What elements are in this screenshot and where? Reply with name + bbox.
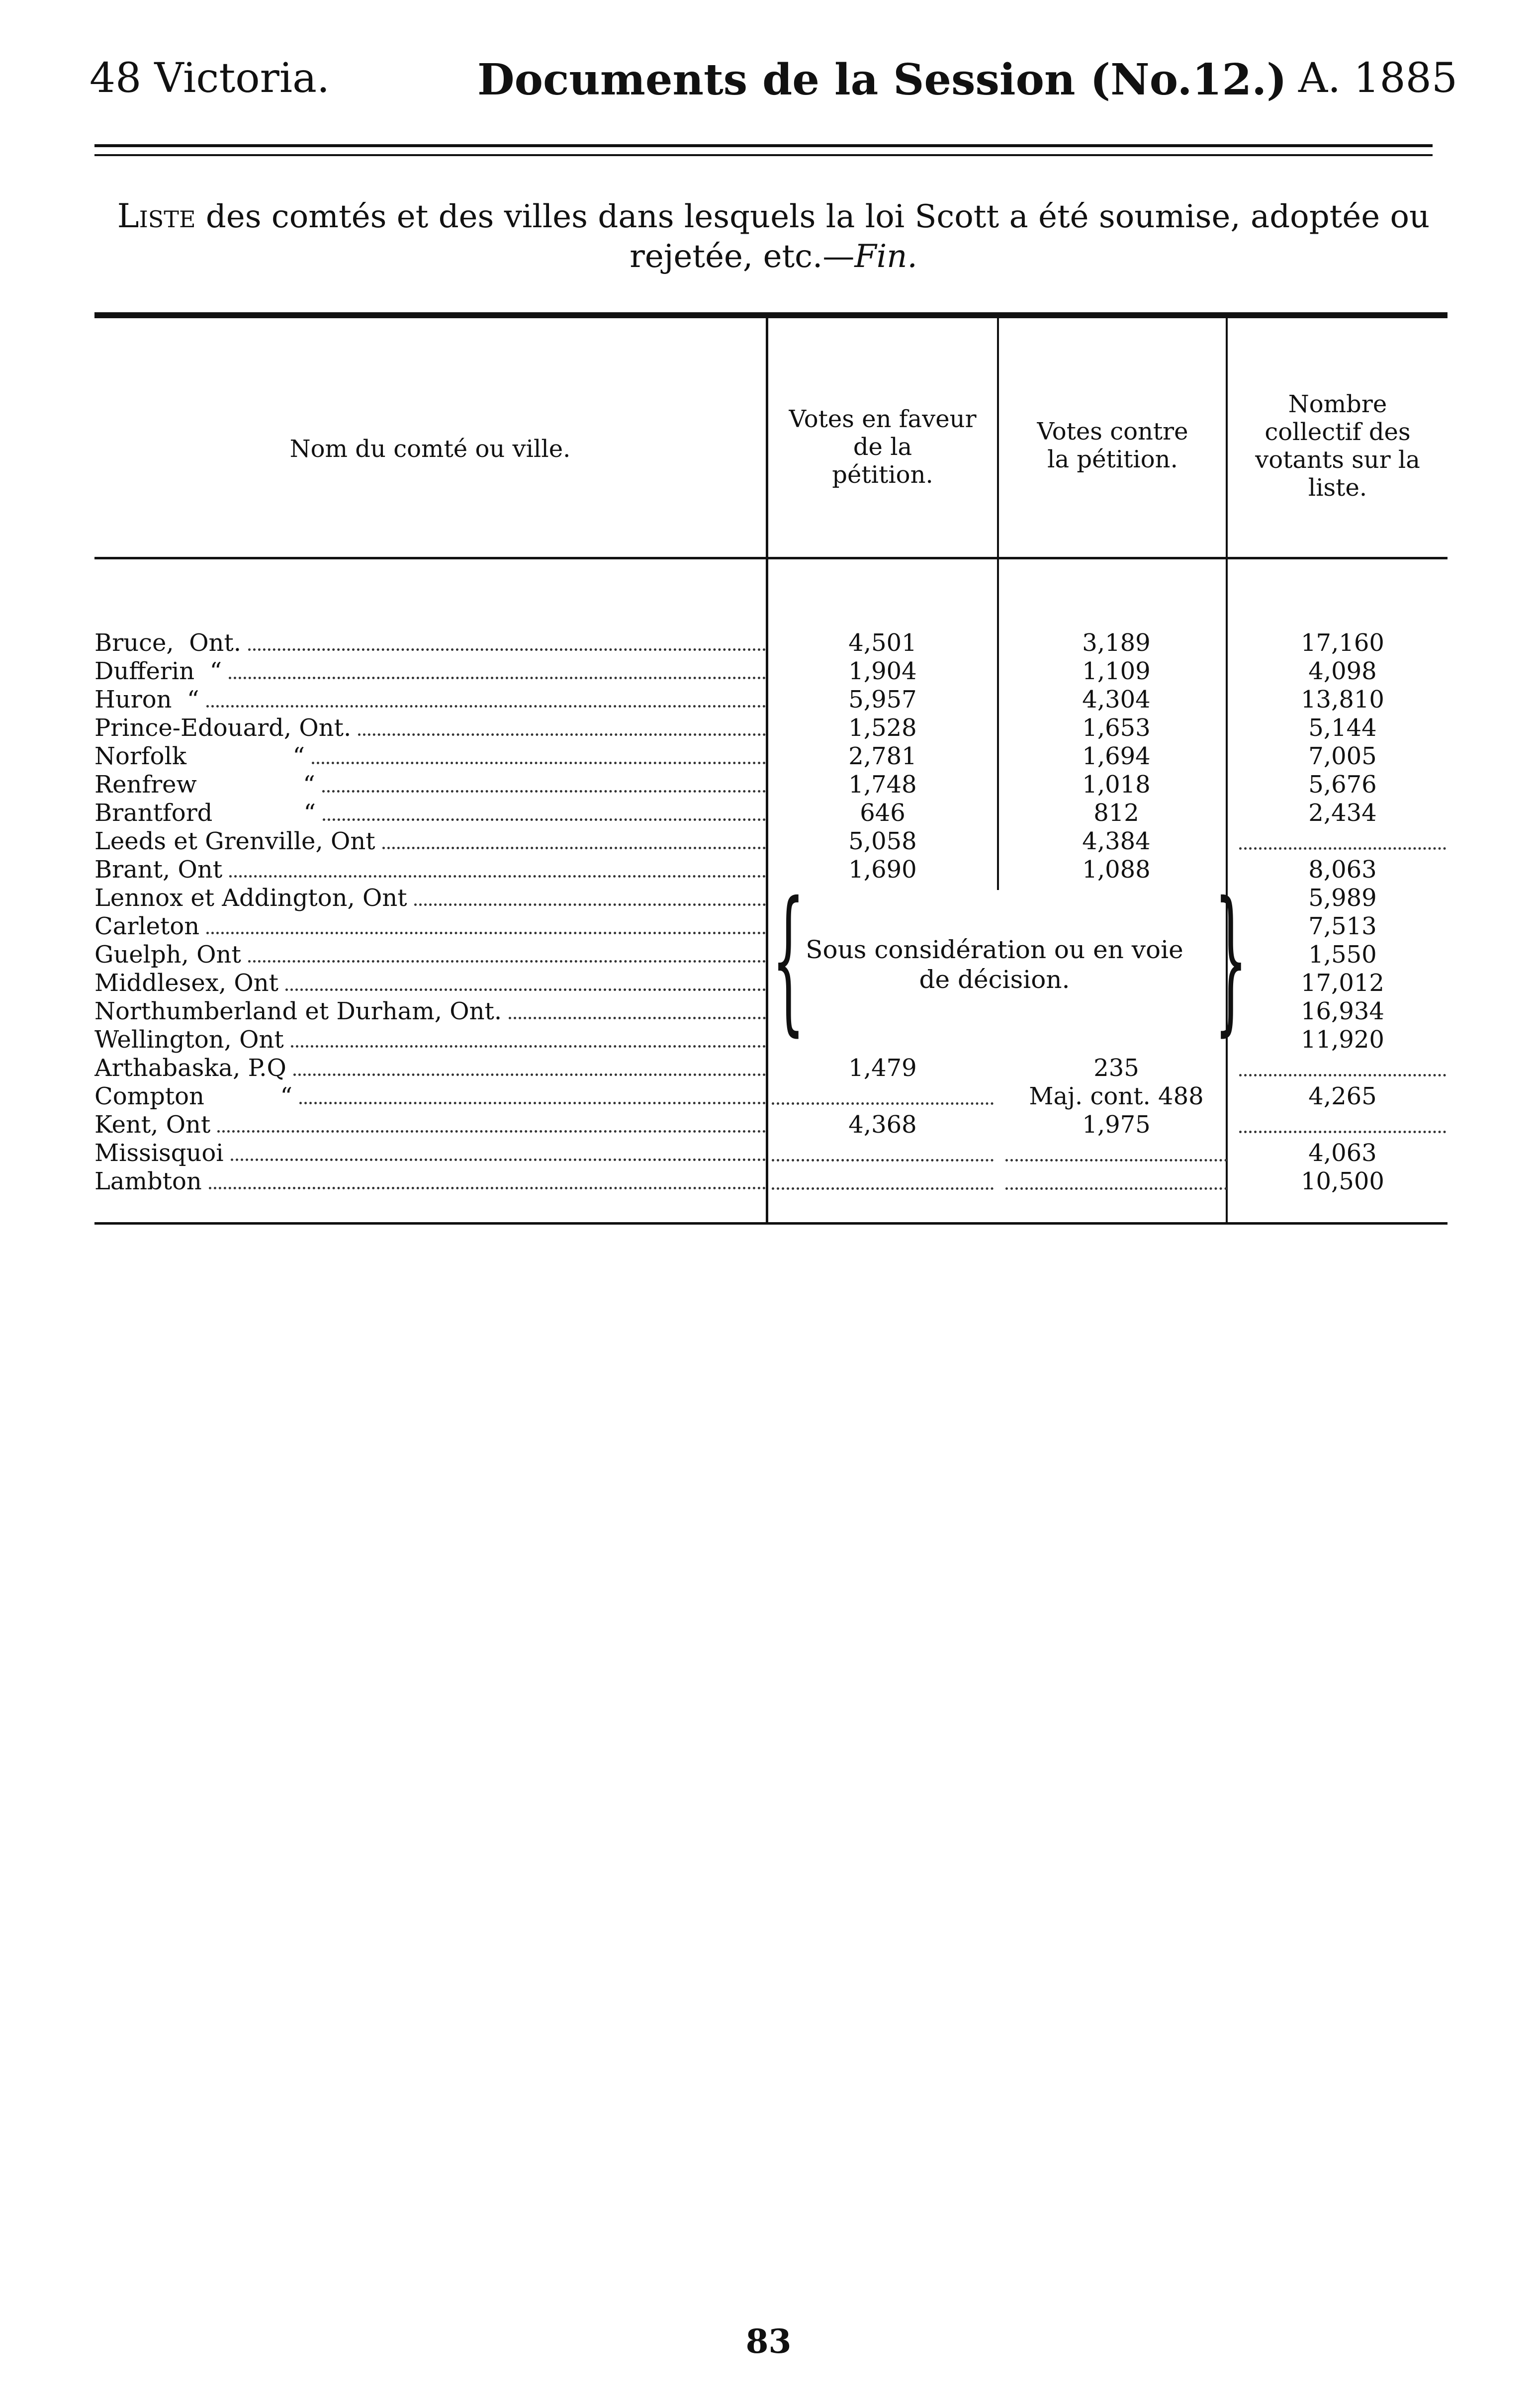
row-total: 16,934 <box>1301 997 1384 1025</box>
row-total: 4,265 <box>1308 1082 1377 1110</box>
row-name: Huron “ <box>94 686 199 713</box>
row-total <box>1233 1054 1452 1082</box>
row-name: Arthabaska, P.Q <box>94 1054 286 1082</box>
total-line-2: collectif des <box>1265 418 1411 446</box>
row-votes-for <box>766 1082 999 1111</box>
row-name-cell <box>94 1026 766 1054</box>
row-total <box>1233 827 1452 856</box>
row-name: Guelph, Ont <box>94 941 241 969</box>
row-name-cell <box>94 884 766 912</box>
row-votes-against <box>999 1026 1233 1054</box>
row-name: Compton “ <box>94 1082 293 1110</box>
row-name: Leeds et Grenville, Ont <box>94 827 375 855</box>
row-votes-for <box>766 1167 999 1196</box>
table-row <box>94 1054 1452 1082</box>
row-votes-for: 1,690 <box>848 856 917 884</box>
row-name: Norfolk “ <box>94 742 305 770</box>
table-row <box>94 827 1452 856</box>
row-name: Missisquoi <box>94 1139 224 1167</box>
row-name-cell <box>94 686 766 714</box>
row-name: Dufferin “ <box>94 657 222 685</box>
votes-for-line-3: pétition. <box>832 461 933 489</box>
row-votes-against: 1,653 <box>1082 714 1151 742</box>
row-total <box>1233 1111 1452 1139</box>
pending-note-line-2: de décision. <box>919 965 1070 994</box>
row-total: 10,500 <box>1301 1167 1384 1195</box>
row-votes-for: 1,904 <box>848 657 917 685</box>
table-row <box>94 714 1452 742</box>
row-name-cell <box>94 912 766 941</box>
left-brace: { <box>772 868 805 1051</box>
row-name: Carleton <box>94 912 200 940</box>
row-name-cell <box>94 714 766 742</box>
row-votes-against: 4,384 <box>1082 827 1151 855</box>
row-name-cell <box>94 997 766 1026</box>
caption-fin: Fin. <box>854 238 917 275</box>
row-votes-against <box>999 884 1233 912</box>
header-right: A. 1885 <box>1298 55 1457 102</box>
column-header-name <box>94 435 766 463</box>
table-row <box>94 1082 1452 1111</box>
row-name: Brant, Ont <box>94 856 223 884</box>
table-top-rule <box>94 312 1447 318</box>
row-total: 13,810 <box>1301 686 1384 713</box>
caption-liste: Liste <box>117 197 196 235</box>
row-votes-against <box>999 1139 1233 1167</box>
row-votes-against: 1,109 <box>1082 657 1151 685</box>
row-votes-for: 1,748 <box>848 771 917 799</box>
row-votes-against: 1,018 <box>1082 771 1151 799</box>
row-name-cell <box>94 1139 766 1167</box>
row-votes-for: 4,368 <box>848 1111 917 1139</box>
table-row <box>94 1167 1452 1196</box>
row-votes-against: 235 <box>1093 1054 1139 1082</box>
votes-for-line-2: de la <box>853 433 912 461</box>
votes-for-line-1: Votes en faveur <box>789 405 977 433</box>
row-total: 17,160 <box>1301 629 1384 657</box>
row-votes-against: 1,088 <box>1082 856 1151 884</box>
pending-note-line-1: Sous considération ou en voie <box>806 935 1183 964</box>
row-name: Lennox et Addington, Ont <box>94 884 407 912</box>
table-row <box>94 629 1452 657</box>
row-votes-for: 1,528 <box>848 714 917 742</box>
row-name-cell <box>94 969 766 997</box>
votes-against-line-1: Votes contre <box>1037 418 1188 446</box>
table-row <box>94 742 1452 771</box>
row-votes-against: 1,975 <box>1082 1111 1151 1139</box>
row-name: Lambton <box>94 1167 202 1195</box>
row-total: 11,920 <box>1301 1026 1384 1054</box>
row-total: 7,513 <box>1308 912 1377 940</box>
column-header-votes-for <box>768 405 997 489</box>
page-number: 83 <box>745 2322 792 2361</box>
row-votes-against: 812 <box>1093 799 1139 827</box>
row-name-cell <box>94 856 766 884</box>
row-total: 4,063 <box>1308 1139 1377 1167</box>
row-votes-for <box>766 1139 999 1167</box>
header-title: Documents de la Session (No.12.) <box>477 55 1287 105</box>
pending-note <box>786 935 1203 994</box>
row-name-cell <box>94 941 766 969</box>
row-name-cell <box>94 1082 766 1111</box>
header-left: 48 Victoria. <box>90 55 330 102</box>
row-votes-for: 2,781 <box>848 742 917 770</box>
row-votes-against <box>999 1167 1233 1196</box>
column-header-total <box>1228 390 1447 502</box>
table-bottom-rule <box>94 1222 1447 1225</box>
row-total: 5,989 <box>1308 884 1377 912</box>
row-name-cell <box>94 742 766 771</box>
row-name-cell <box>94 827 766 856</box>
row-votes-for: 5,058 <box>848 827 917 855</box>
table-row <box>94 1111 1452 1139</box>
row-votes-for: 1,479 <box>848 1054 917 1082</box>
row-name: Prince-Edouard, Ont. <box>94 714 352 742</box>
row-votes-against: Maj. cont. 488 <box>1029 1082 1204 1110</box>
row-votes-for: 5,957 <box>848 686 917 713</box>
row-votes-for: 646 <box>860 799 905 827</box>
row-total: 5,144 <box>1308 714 1377 742</box>
row-total: 2,434 <box>1308 799 1377 827</box>
caption-line1: des comtés et des villes dans lesquels la loi Scott a été soumise, adoptée ou <box>205 198 1430 235</box>
caption-line2: rejetée, etc.— <box>630 238 855 275</box>
column-header-name-text: Nom du comté ou ville. <box>289 435 571 463</box>
row-total: 4,098 <box>1308 657 1377 685</box>
row-name-cell <box>94 1167 766 1196</box>
row-name: Kent, Ont <box>94 1111 211 1139</box>
table-row <box>94 657 1452 686</box>
table-row <box>94 799 1452 827</box>
votes-against-line-2: la pétition. <box>1047 446 1178 473</box>
header-rule <box>94 144 1433 156</box>
row-name-cell <box>94 1111 766 1139</box>
row-total: 5,676 <box>1308 771 1377 799</box>
row-total: 17,012 <box>1301 969 1384 997</box>
table-row <box>94 686 1452 714</box>
row-name-cell <box>94 1054 766 1082</box>
row-votes-for: 4,501 <box>848 629 917 657</box>
row-total: 1,550 <box>1308 941 1377 969</box>
row-total: 8,063 <box>1308 856 1377 884</box>
row-name-cell <box>94 657 766 686</box>
row-name: Northumberland et Durham, Ont. <box>94 997 502 1025</box>
row-name: Renfrew “ <box>94 771 315 799</box>
row-votes-against: 3,189 <box>1082 629 1151 657</box>
table-caption <box>90 196 1457 276</box>
row-total: 7,005 <box>1308 742 1377 770</box>
table-header-rule <box>94 557 1447 559</box>
table-row <box>94 1139 1452 1167</box>
total-line-4: liste. <box>1308 474 1367 502</box>
row-votes-against: 1,694 <box>1082 742 1151 770</box>
row-name-cell <box>94 629 766 657</box>
total-line-3: votants sur la <box>1255 446 1420 474</box>
row-name-cell <box>94 799 766 827</box>
row-name: Wellington, Ont <box>94 1026 284 1054</box>
row-name-cell <box>94 771 766 799</box>
column-header-votes-against <box>999 418 1226 473</box>
total-line-1: Nombre <box>1288 390 1387 418</box>
running-header <box>90 55 1457 114</box>
right-brace: } <box>1214 868 1248 1051</box>
row-name: Brantford “ <box>94 799 316 827</box>
row-name: Middlesex, Ont <box>94 969 278 997</box>
table-row <box>94 771 1452 799</box>
row-votes-against <box>999 997 1233 1026</box>
row-votes-against: 4,304 <box>1082 686 1151 713</box>
row-name: Bruce, Ont. <box>94 629 242 657</box>
